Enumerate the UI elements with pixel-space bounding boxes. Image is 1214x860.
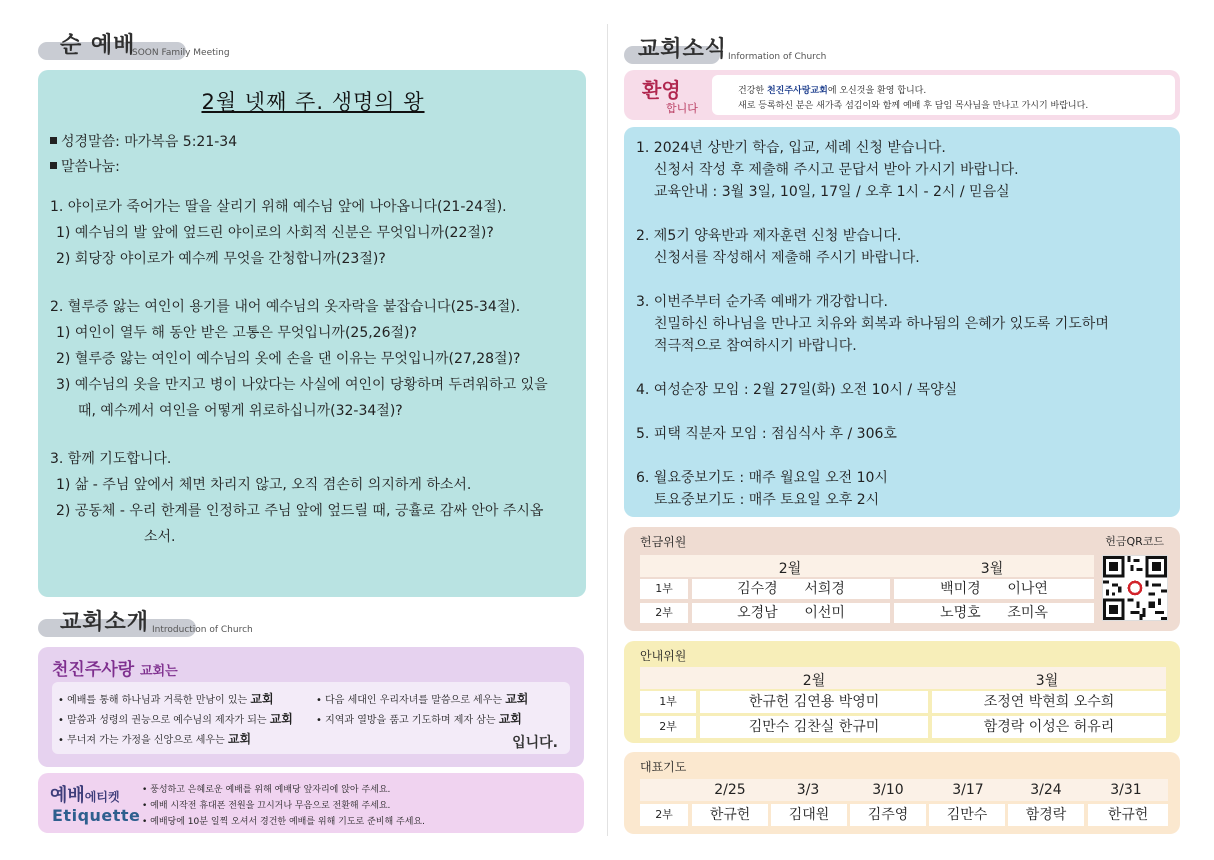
etiquette-title bbox=[50, 781, 120, 807]
offering-row-label: 2부 bbox=[640, 603, 688, 623]
question-2: 2. 혈루증 앓는 여인이 용기를 내어 예수님의 옷자락을 붙잡습니다(25-34절). bbox=[50, 299, 521, 315]
offering-cell: 오경남 이선미 bbox=[692, 603, 890, 623]
prayer-title: 대표기도 bbox=[640, 760, 687, 774]
news-item: 6. 월요중보기도 : 매주 월요일 오전 10시 bbox=[636, 470, 888, 486]
usher-cell: 한규헌 김연용 박영미 bbox=[700, 691, 928, 713]
question-2-1: 1) 여인이 열두 해 동안 받은 고통은 무엇입니까(25,26절)? bbox=[56, 325, 417, 341]
etiquette-item: • 풍성하고 은혜로운 예배를 위해 예배당 앞자리에 앉아 주세요. bbox=[142, 785, 391, 795]
scripture-text: 성경말씀: 마가복음 5:21-34 bbox=[61, 134, 238, 150]
etiquette-title-en: Etiquette bbox=[52, 806, 141, 825]
offering-title: 헌금위원 bbox=[640, 535, 687, 549]
prayer-cell: 한규헌 bbox=[692, 804, 768, 826]
page-divider bbox=[607, 24, 608, 836]
news-section-title bbox=[624, 30, 844, 64]
offering-qr-label: 헌금QR코드 bbox=[1105, 535, 1164, 548]
offering-month: 3월 bbox=[980, 561, 1004, 577]
etiquette-title-small: 에티켓 bbox=[84, 790, 120, 804]
usher-month: 3월 bbox=[1035, 673, 1059, 689]
usher-cell: 함경락 이성은 허유리 bbox=[932, 716, 1166, 738]
usher-committee-panel bbox=[624, 641, 1180, 743]
prayer-cell: 김주영 bbox=[850, 804, 926, 826]
question-2-3: 3) 예수님의 옷을 만지고 병이 나았다는 사실에 여인이 당황하며 두려워하고 있을 bbox=[56, 377, 548, 393]
intro-item: • 무너져 가는 가정을 신앙으로 세우는 교회 bbox=[58, 732, 252, 746]
news-title: 교회소식 bbox=[638, 36, 728, 62]
prayer-cell: 함경락 bbox=[1008, 804, 1084, 826]
usher-row-label: 2부 bbox=[640, 716, 696, 738]
welcome-line-2: 새로 등록하신 분은 새가족 섬김이와 함께 예배 후 담임 목사님을 만나고 가시기 바랍니다. bbox=[738, 101, 1089, 111]
intro-item: • 지역과 열방을 품고 기도하며 제자 삼는 교회 bbox=[316, 712, 522, 726]
sermon-heading: 2월 넷째 주. 생명의 왕 bbox=[201, 90, 425, 114]
news-item: 4. 여성순장 모임 : 2월 27일(화) 오전 10시 / 목양실 bbox=[636, 382, 958, 398]
news-item-cont: 교육안내 : 3월 3일, 10일, 17일 / 오후 1시 - 2시 / 믿음실 bbox=[654, 184, 1010, 200]
intro-tail: 입니다. bbox=[512, 735, 558, 751]
offering-cell: 김수경 서희경 bbox=[692, 579, 890, 599]
question-3-2-cont: 소서. bbox=[144, 529, 176, 545]
church-intro-panel bbox=[38, 647, 584, 767]
intro-section-title bbox=[38, 603, 288, 637]
intro-head bbox=[52, 655, 570, 680]
offering-month: 2월 bbox=[778, 561, 802, 577]
usher-title: 안내위원 bbox=[640, 649, 687, 663]
news-item: 5. 피택 직분자 모임 : 점심식사 후 / 306호 bbox=[636, 426, 897, 442]
usher-row-label: 1부 bbox=[640, 691, 696, 713]
sharing-text: 말씀나눔: bbox=[61, 159, 120, 175]
question-1-1: 1) 예수님의 발 앞에 엎드린 야이로의 사회적 신분은 무엇입니까(22절)? bbox=[56, 225, 494, 241]
intro-title: 교회소개 bbox=[60, 609, 150, 635]
welcome-line-1: 건강한 천진주사랑교회에 오신것을 환영 합니다. bbox=[738, 86, 927, 96]
prayer-date: 3/17 bbox=[952, 782, 984, 798]
offering-row-label: 1부 bbox=[640, 579, 688, 599]
prayer-date: 2/25 bbox=[714, 782, 746, 798]
intro-subtitle: Introduction of Church bbox=[152, 625, 253, 635]
question-3: 3. 함께 기도합니다. bbox=[50, 451, 172, 467]
sharing-line bbox=[50, 155, 576, 180]
prayer-date: 3/3 bbox=[796, 782, 820, 798]
usher-month: 2월 bbox=[802, 673, 826, 689]
usher-cell: 조정연 박현희 오수희 bbox=[932, 691, 1166, 713]
question-3-1: 1) 삶 - 주님 앞에서 체면 차리지 않고, 오직 겸손히 의지하게 하소서. bbox=[56, 477, 472, 493]
prayer-cell: 김대원 bbox=[771, 804, 847, 826]
question-3-2: 2) 공동체 - 우리 한계를 인정하고 주님 앞에 엎드릴 때, 긍휼로 감싸 안아 주시옵 bbox=[56, 503, 544, 519]
church-name: 천진주사랑 bbox=[52, 660, 135, 680]
soon-sermon-panel bbox=[38, 70, 586, 597]
prayer-row-label: 2부 bbox=[640, 804, 688, 826]
offering-committee-panel bbox=[624, 527, 1180, 631]
prayer-cell: 김만수 bbox=[929, 804, 1005, 826]
question-1-2: 2) 회당장 야이로가 예수께 무엇을 간청합니까(23절)? bbox=[56, 251, 386, 267]
prayer-date: 3/31 bbox=[1110, 782, 1142, 798]
prayer-date: 3/24 bbox=[1030, 782, 1062, 798]
offering-cell: 백미경 이나연 bbox=[894, 579, 1094, 599]
news-item-cont: 신청서를 작성해서 제출해 주시기 바랍니다. bbox=[654, 250, 920, 266]
welcome-banner bbox=[624, 70, 1180, 120]
scripture-line bbox=[50, 130, 576, 155]
news-panel bbox=[624, 127, 1180, 517]
news-item: 1. 2024년 상반기 학습, 입교, 세례 신청 받습니다. bbox=[636, 140, 946, 156]
news-item: 2. 제5기 양육반과 제자훈련 신청 받습니다. bbox=[636, 228, 902, 244]
news-item-cont: 친밀하신 하나님을 만나고 치유와 회복과 하나됨의 은혜가 있도록 기도하며 bbox=[654, 316, 1109, 332]
soon-title: 순 예배 bbox=[60, 32, 136, 58]
soon-section-title bbox=[38, 26, 238, 60]
usher-cell: 김만수 김찬실 한규미 bbox=[700, 716, 928, 738]
question-2-3-cont: 때, 예수께서 여인을 어떻게 위로하십니까(32-34절)? bbox=[78, 403, 403, 419]
intro-item: • 말씀과 성령의 권능으로 예수님의 제자가 되는 교회 bbox=[58, 712, 293, 726]
etiquette-panel bbox=[38, 773, 584, 833]
intro-head-suffix: 교회는 bbox=[140, 664, 178, 679]
prayer-date: 3/10 bbox=[872, 782, 904, 798]
welcome-big: 환영 bbox=[642, 78, 681, 102]
intro-item: • 예배를 통해 하나님과 거룩한 만남이 있는 교회 bbox=[58, 692, 274, 706]
welcome-small: 합니다 bbox=[666, 102, 698, 115]
prayer-panel bbox=[624, 752, 1180, 834]
intro-item: • 다음 세대인 우리자녀를 말씀으로 세우는 교회 bbox=[316, 692, 529, 706]
news-item-cont: 신청서 작성 후 제출해 주시고 문답서 받아 가시기 바랍니다. bbox=[654, 162, 1019, 178]
offering-cell: 노명호 조미옥 bbox=[894, 603, 1094, 623]
news-subtitle: Information of Church bbox=[728, 52, 827, 62]
intro-list-box bbox=[52, 682, 570, 754]
news-item-cont: 토요중보기도 : 매주 토요일 오후 2시 bbox=[654, 492, 880, 508]
news-item-cont: 적극적으로 참여하시기 바랍니다. bbox=[654, 338, 857, 354]
etiquette-item: • 예배당에 10분 일찍 오셔서 경건한 예배를 위해 기도로 준비해 주세요. bbox=[142, 817, 425, 827]
soon-subtitle: SOON Family Meeting bbox=[132, 48, 230, 58]
bullet-square-icon bbox=[50, 162, 57, 169]
etiquette-item: • 예배 시작전 휴대폰 전원을 끄시거나 무음으로 전환해 주세요. bbox=[142, 801, 391, 811]
etiquette-title-main: 예배 bbox=[50, 785, 85, 806]
news-item: 3. 이번주부터 순가족 예배가 개강합니다. bbox=[636, 294, 888, 310]
question-2-2: 2) 혈루증 앓는 여인이 예수님의 옷에 손을 댄 이유는 무엇입니까(27,28절)? bbox=[56, 351, 521, 367]
prayer-cell: 한규헌 bbox=[1088, 804, 1168, 826]
offering-qr-code-icon[interactable] bbox=[1102, 555, 1168, 621]
bullet-square-icon bbox=[50, 137, 57, 144]
question-1: 1. 야이로가 죽어가는 딸을 살리기 위해 예수님 앞에 나아옵니다(21-24절). bbox=[50, 199, 507, 215]
